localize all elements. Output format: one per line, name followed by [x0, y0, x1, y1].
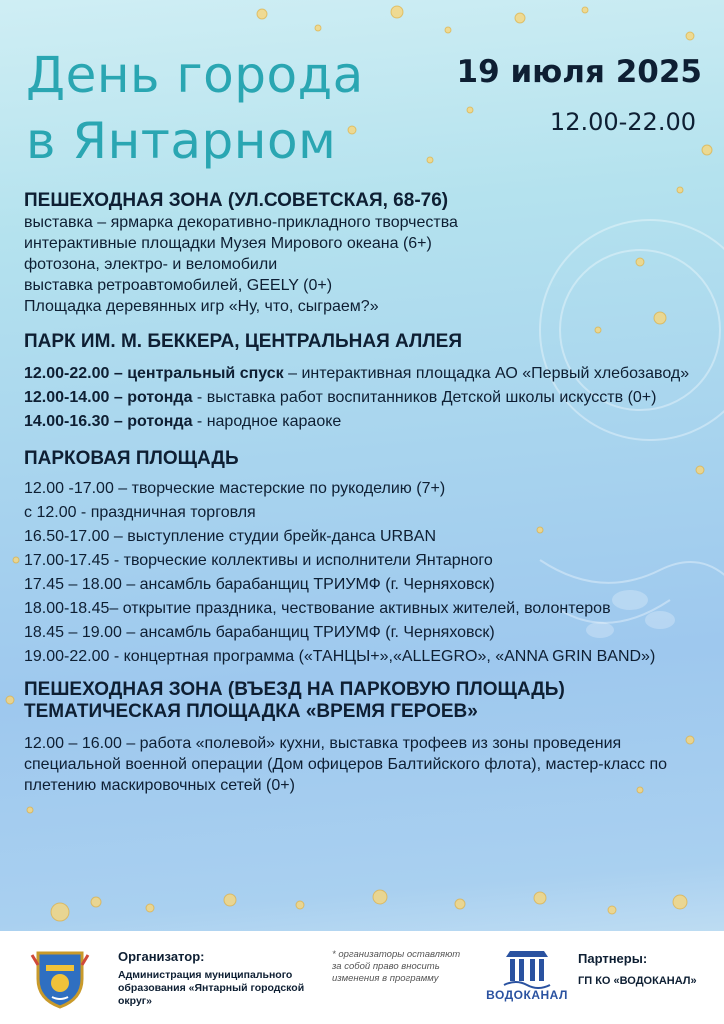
list-item: фотозона, электро- и веломобили: [24, 256, 278, 273]
list-item: [24, 363, 708, 384]
list-item: 12.00 -17.00 – творческие мастерские по рукоделию (7+): [24, 480, 446, 497]
list-item: с 12.00 - праздничная торговля: [24, 504, 256, 521]
item-text: - выставка работ воспитанников Детской школы искусств (0+): [192, 389, 657, 406]
program-content: [24, 190, 708, 806]
organizer-label: Организатор:: [118, 949, 205, 964]
event-date: 19 июля 2025: [456, 54, 702, 90]
item-text: - народное караоке: [192, 413, 342, 430]
list-item: [24, 411, 708, 432]
section-becker-park: [24, 331, 708, 432]
item-time: 12.00-22.00 – центральный спуск: [24, 365, 284, 382]
footer: [0, 931, 724, 1024]
list-item: 17.00-17.45 - творческие коллективы и исполнители Янтарного: [24, 552, 493, 569]
city-emblem-icon: [30, 947, 90, 1009]
section-title: ПЕШЕХОДНАЯ ЗОНА (ВЪЕЗД НА ПАРКОВУЮ ПЛОЩАДЬ): [24, 679, 565, 700]
vodokanal-logo-icon: [502, 945, 552, 989]
partners-name: ГП КО «ВОДОКАНАЛ»: [578, 975, 697, 987]
vodokanal-logo-text: ВОДОКАНАЛ: [486, 988, 568, 1002]
item-time: 12.00-14.00 – ротонда: [24, 389, 193, 406]
title-line-2: в Янтарном: [26, 112, 337, 170]
section-title: ПАРКОВАЯ ПЛОЩАДЬ: [24, 448, 239, 469]
section-heroes: [24, 679, 708, 796]
organizer-name: Администрация муниципального образования «Янтарный городской округ»: [118, 969, 305, 1007]
section-park-square: [24, 448, 708, 667]
list-item: [24, 387, 708, 408]
section-title: ПАРК ИМ. М. БЕККЕРА, ЦЕНТРАЛЬНАЯ АЛЛЕЯ: [24, 331, 462, 352]
section-pedestrian-zone: [24, 190, 708, 317]
item-time: 14.00-16.30 – ротонда: [24, 413, 193, 430]
event-time: 12.00-22.00: [549, 108, 696, 136]
list-item: интерактивные площадки Музея Мирового океана (6+): [24, 235, 432, 252]
section-subtitle: ТЕМАТИЧЕСКАЯ ПЛОЩАДКА «ВРЕМЯ ГЕРОЕВ»: [24, 701, 478, 722]
list-item: Площадка деревянных игр «Ну, что, сыграем?»: [24, 298, 379, 315]
list-item: выставка ретроавтомобилей, GEELY (0+): [24, 277, 333, 294]
list-item: 16.50-17.00 – выступление студии брейк-данса URBAN: [24, 528, 436, 545]
list-item: 12.00 – 16.00 – работа «полевой» кухни, выставка трофеев из зоны проведения специальной военной операции (Дом офицеров Балтийского флота), мастер-класс по плетению маскировочных сетей (0+): [24, 735, 668, 794]
title-line-1: День города: [26, 46, 364, 104]
list-item: 18.00-18.45– открытие праздника, чествование активных жителей, волонтеров: [24, 600, 611, 617]
disclaimer-note: * организаторы оставляют за собой право вносить изменения в программу: [332, 949, 461, 984]
item-text: – интерактивная площадка АО «Первый хлебозавод»: [283, 365, 690, 382]
list-item: 18.45 – 19.00 – ансамбль барабанщиц ТРИУМФ (г. Черняховск): [24, 624, 495, 641]
partners-label: Партнеры:: [578, 951, 648, 966]
list-item: 17.45 – 18.00 – ансамбль барабанщиц ТРИУМФ (г. Черняховск): [24, 576, 495, 593]
list-item: выставка – ярмарка декоративно-прикладного творчества: [24, 214, 458, 231]
section-title: ПЕШЕХОДНАЯ ЗОНА (УЛ.СОВЕТСКАЯ, 68-76): [24, 190, 449, 211]
page-title: [26, 42, 364, 174]
list-item: 19.00-22.00 - концертная программа («ТАНЦЫ+»,«ALLEGRO», «ANNA GRIN BAND»): [24, 648, 656, 665]
